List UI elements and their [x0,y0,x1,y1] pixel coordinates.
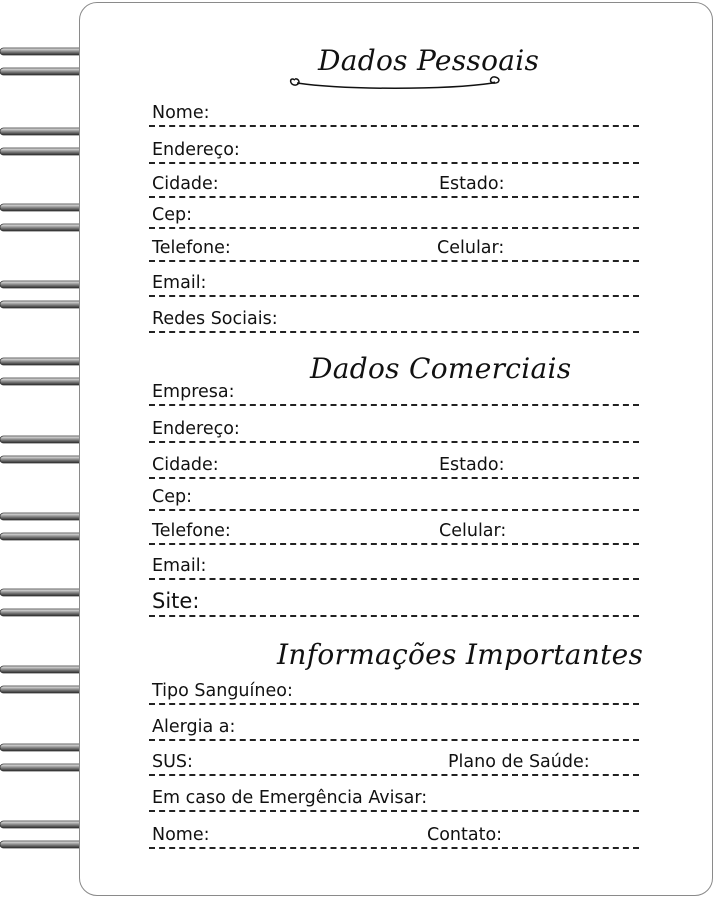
field-row-zip[interactable] [149,199,639,229]
field-row-site[interactable] [149,587,639,617]
field-label: Cidade: [152,173,219,194]
field-label: Empresa: [152,381,235,402]
field-label: Cidade: [152,454,219,475]
field-label: Site: [152,589,200,613]
field-row-zip[interactable] [149,481,639,511]
field-row-address[interactable] [149,134,639,164]
field-label: Cep: [152,204,192,225]
field-label: Plano de Saúde: [448,751,590,772]
field-row-emergency[interactable] [149,782,639,812]
field-label: Celular: [439,520,507,541]
field-row-address[interactable] [149,413,639,443]
section-title-personal: Dados Pessoais [318,44,540,77]
field-label: Telefone: [152,520,231,541]
field-label: Redes Sociais: [152,308,278,329]
field-row-allergy[interactable] [149,711,639,741]
field-label: Estado: [439,454,505,475]
field-label: Estado: [439,173,505,194]
field-row-sus-health-plan[interactable] [149,746,639,776]
field-label: Em caso de Emergência Avisar: [152,787,428,808]
field-label: Email: [152,272,207,293]
field-label: Tipo Sanguíneo: [152,680,293,701]
field-row-name-contact[interactable] [149,819,639,849]
field-label: Endereço: [152,418,240,439]
field-label: Endereço: [152,139,240,160]
field-label: Email: [152,555,207,576]
field-row-company[interactable] [149,376,639,406]
section-title-important: Informações Importantes [277,638,644,671]
field-row-city-state[interactable] [149,168,639,198]
field-row-phone-mobile[interactable] [149,515,639,545]
field-label: Cep: [152,486,192,507]
field-label: Contato: [427,824,503,845]
field-row-phone-mobile[interactable] [149,232,639,262]
flourish-icon [285,66,505,96]
field-label: Celular: [437,237,505,258]
field-row-name[interactable] [149,97,639,127]
field-label: SUS: [152,751,193,772]
field-label: Alergia a: [152,716,236,737]
field-label: Telefone: [152,237,231,258]
field-row-email[interactable] [149,550,639,580]
field-row-email[interactable] [149,267,639,297]
field-label: Nome: [152,824,210,845]
field-row-city-state[interactable] [149,449,639,479]
field-row-social[interactable] [149,303,639,333]
field-label: Nome: [152,102,210,123]
section-title-business: Dados Comerciais [310,352,572,385]
field-row-blood-type[interactable] [149,675,639,705]
